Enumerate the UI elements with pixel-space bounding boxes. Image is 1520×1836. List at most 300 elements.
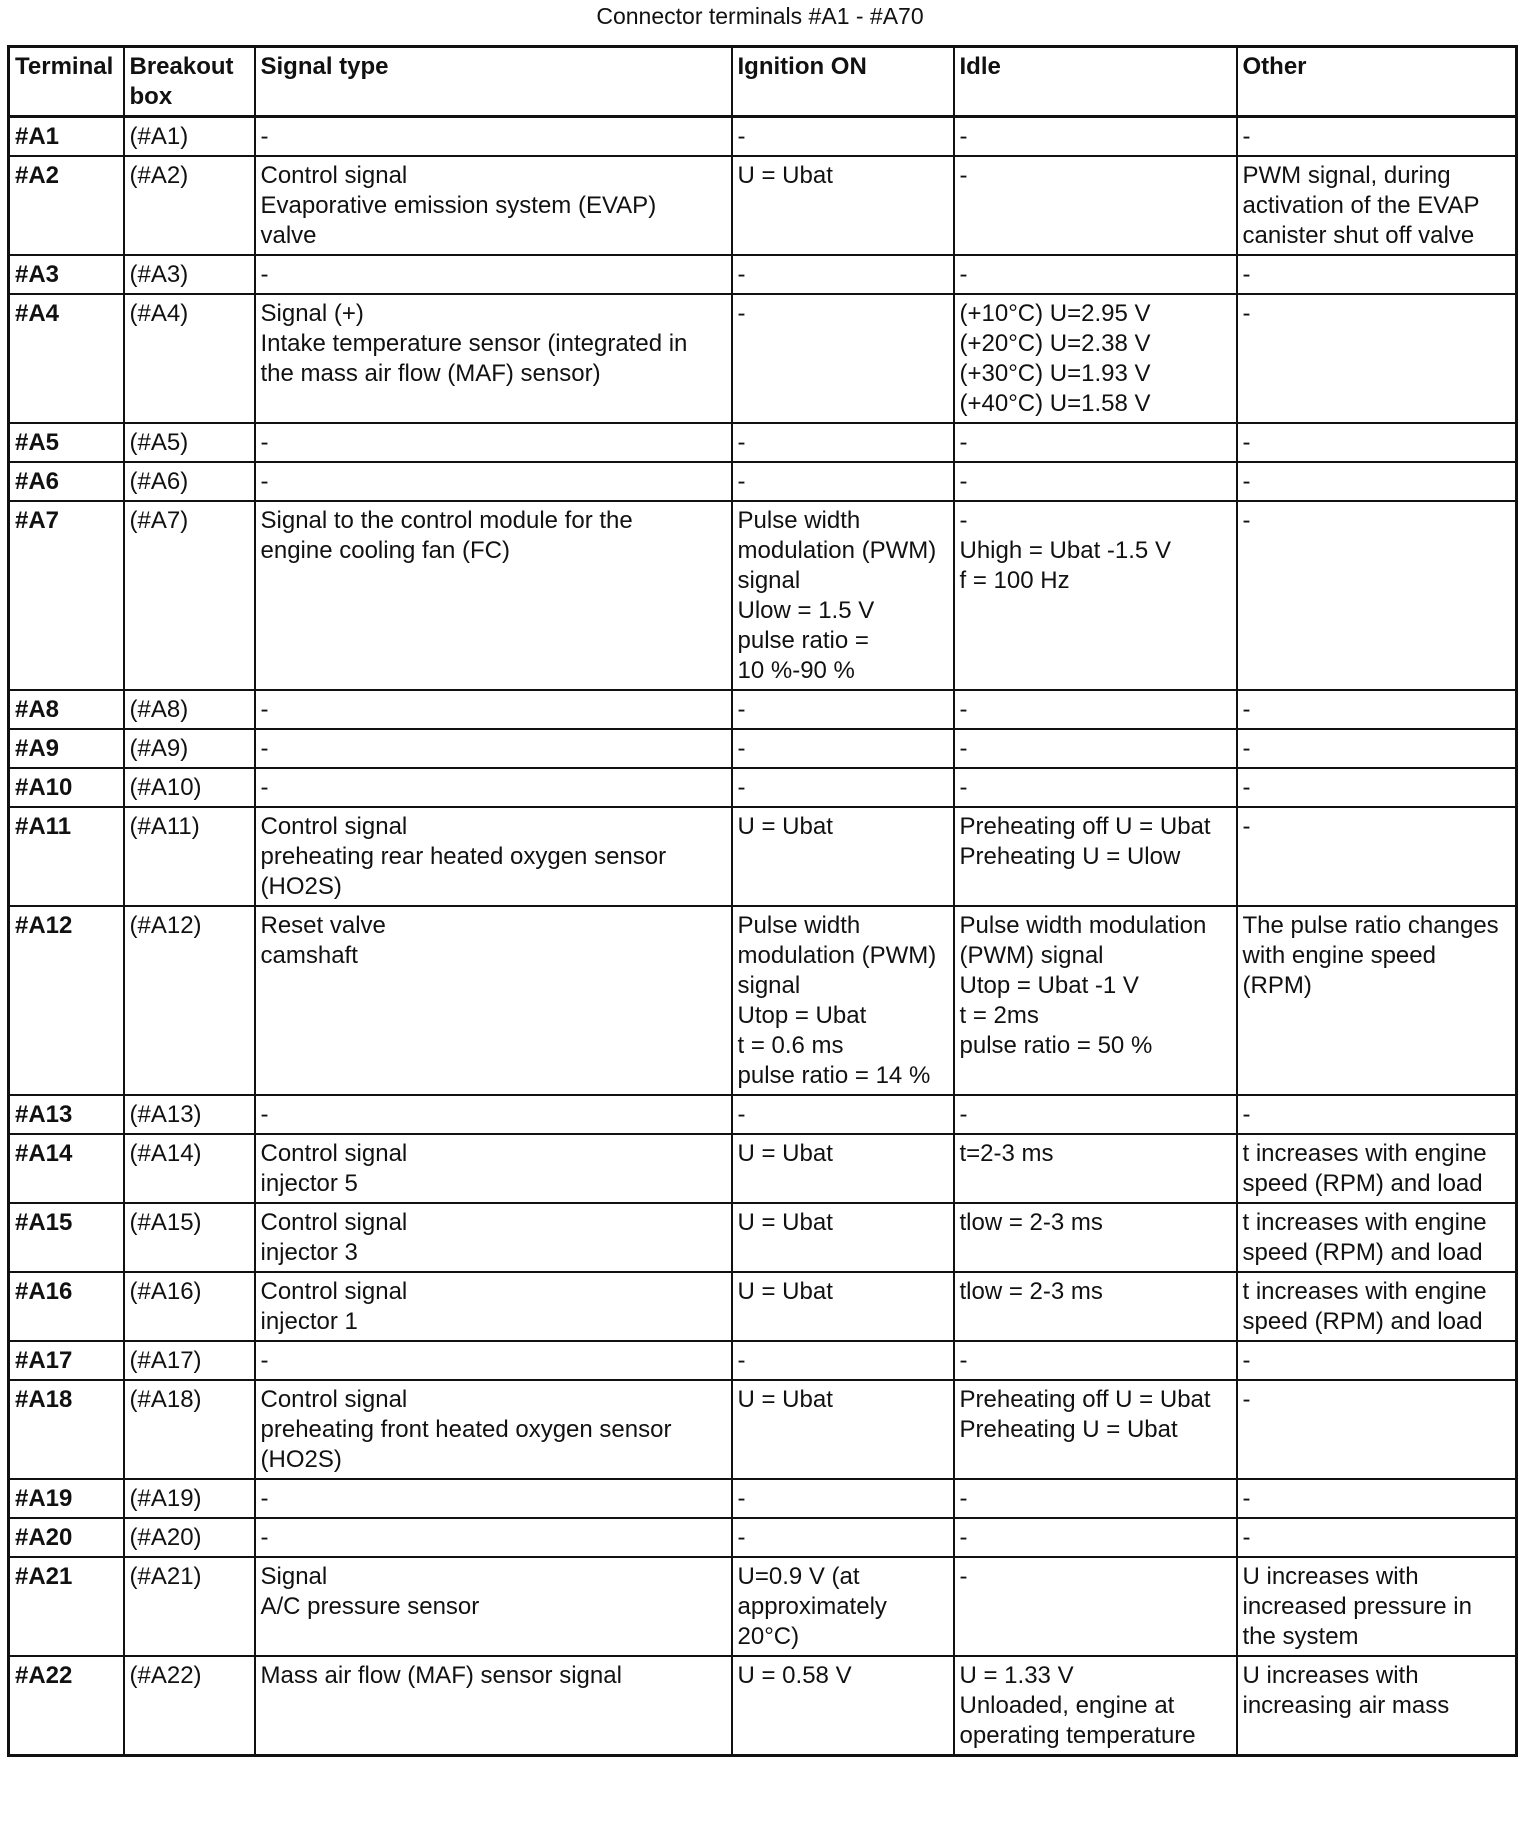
table-row xyxy=(9,690,1517,729)
cell-idle-line: - xyxy=(959,735,968,762)
cell-signal-type-line: the mass air flow (MAF) sensor) xyxy=(260,360,601,387)
cell-other xyxy=(1237,1518,1517,1557)
cell-ignition-on-line: - xyxy=(737,261,746,288)
cell-ignition-on xyxy=(732,906,954,1095)
cell-ignition-on-line: - xyxy=(737,774,746,801)
cell-ignition-on xyxy=(732,501,954,690)
cell-ignition-on xyxy=(732,1095,954,1134)
cell-idle-line: - xyxy=(959,1101,968,1128)
cell-idle xyxy=(954,1095,1237,1134)
cell-signal-type xyxy=(255,807,732,906)
cell-signal-type xyxy=(255,501,732,690)
cell-ignition-on-line: 10 %-90 % xyxy=(737,657,855,684)
cell-other-line: - xyxy=(1242,1386,1251,1413)
cell-terminal: #A8 xyxy=(9,690,124,729)
cell-idle-line: U = 1.33 V xyxy=(959,1662,1074,1689)
cell-signal-type xyxy=(255,1656,732,1756)
column-header-signal-type: Signal type xyxy=(255,47,732,117)
cell-idle xyxy=(954,1656,1237,1756)
cell-idle xyxy=(954,1272,1237,1341)
cell-idle-line: (+30°C) U=1.93 V xyxy=(959,360,1151,387)
table-row xyxy=(9,1518,1517,1557)
cell-idle xyxy=(954,1341,1237,1380)
cell-other xyxy=(1237,906,1517,1095)
table-row xyxy=(9,423,1517,462)
cell-signal-type-line: Signal (+) xyxy=(260,300,364,327)
cell-other xyxy=(1237,1479,1517,1518)
cell-ignition-on-line: Utop = Ubat xyxy=(737,1002,867,1029)
cell-breakout-box: (#A17) xyxy=(124,1341,255,1380)
cell-terminal: #A22 xyxy=(9,1656,124,1756)
table-row xyxy=(9,1095,1517,1134)
cell-ignition-on xyxy=(732,1203,954,1272)
cell-other xyxy=(1237,1095,1517,1134)
cell-other xyxy=(1237,1203,1517,1272)
cell-idle-line: Preheating U = Ulow xyxy=(959,843,1181,870)
cell-signal-type xyxy=(255,1557,732,1656)
cell-idle-line: tlow = 2-3 ms xyxy=(959,1278,1103,1305)
cell-other-line: - xyxy=(1242,300,1251,327)
cell-idle-line: - xyxy=(959,1485,968,1512)
cell-idle xyxy=(954,1134,1237,1203)
cell-signal-type-line: - xyxy=(260,696,269,723)
table-header-row xyxy=(9,47,1517,117)
cell-other-line: - xyxy=(1242,261,1251,288)
cell-idle xyxy=(954,729,1237,768)
cell-ignition-on xyxy=(732,423,954,462)
cell-terminal: #A20 xyxy=(9,1518,124,1557)
cell-breakout-box: (#A20) xyxy=(124,1518,255,1557)
cell-other xyxy=(1237,462,1517,501)
cell-ignition-on xyxy=(732,117,954,157)
cell-signal-type xyxy=(255,1380,732,1479)
cell-other-line: - xyxy=(1242,429,1251,456)
cell-breakout-box: (#A18) xyxy=(124,1380,255,1479)
cell-other-line: - xyxy=(1242,1101,1251,1128)
cell-ignition-on-line: - xyxy=(737,300,746,327)
cell-signal-type-line: (HO2S) xyxy=(260,1446,342,1473)
cell-idle-line: - xyxy=(959,1347,968,1374)
cell-ignition-on-line: - xyxy=(737,735,746,762)
cell-breakout-box: (#A15) xyxy=(124,1203,255,1272)
cell-other xyxy=(1237,423,1517,462)
cell-ignition-on-line: pulse ratio = xyxy=(737,627,869,654)
cell-idle xyxy=(954,117,1237,157)
cell-idle-line: - xyxy=(959,774,968,801)
cell-ignition-on xyxy=(732,1656,954,1756)
cell-ignition-on-line: U = Ubat xyxy=(737,1209,833,1236)
cell-idle xyxy=(954,462,1237,501)
cell-ignition-on-line: U = Ubat xyxy=(737,1140,833,1167)
cell-idle xyxy=(954,1380,1237,1479)
cell-signal-type-line: - xyxy=(260,261,269,288)
cell-other-line: speed (RPM) and load xyxy=(1242,1170,1483,1197)
table-row xyxy=(9,1134,1517,1203)
cell-other-line: (RPM) xyxy=(1242,972,1312,999)
cell-ignition-on xyxy=(732,1341,954,1380)
cell-signal-type-line: injector 3 xyxy=(260,1239,358,1266)
cell-idle xyxy=(954,423,1237,462)
cell-ignition-on xyxy=(732,1380,954,1479)
cell-idle-line: - xyxy=(959,1563,968,1590)
cell-idle-line: Pulse width modulation xyxy=(959,912,1207,939)
cell-other xyxy=(1237,1656,1517,1756)
cell-other-line: - xyxy=(1242,813,1251,840)
page-title: Connector terminals #A1 - #A70 xyxy=(596,3,924,29)
table-row xyxy=(9,117,1517,157)
cell-idle-line: Utop = Ubat -1 V xyxy=(959,972,1139,999)
cell-breakout-box: (#A4) xyxy=(124,294,255,423)
cell-terminal: #A16 xyxy=(9,1272,124,1341)
cell-other xyxy=(1237,768,1517,807)
cell-other-line: The pulse ratio changes xyxy=(1242,912,1499,939)
cell-signal-type xyxy=(255,1134,732,1203)
cell-signal-type-line: - xyxy=(260,1485,269,1512)
cell-signal-type xyxy=(255,1272,732,1341)
cell-ignition-on-line: - xyxy=(737,429,746,456)
cell-terminal: #A15 xyxy=(9,1203,124,1272)
cell-other-line: canister shut off valve xyxy=(1242,222,1475,249)
cell-idle xyxy=(954,255,1237,294)
cell-signal-type-line: A/C pressure sensor xyxy=(260,1593,480,1620)
table-row xyxy=(9,906,1517,1095)
cell-signal-type-line: - xyxy=(260,774,269,801)
cell-ignition-on-line: - xyxy=(737,696,746,723)
cell-ignition-on xyxy=(732,1557,954,1656)
cell-other-line: activation of the EVAP xyxy=(1242,192,1480,219)
cell-ignition-on-line: - xyxy=(737,1524,746,1551)
cell-breakout-box: (#A12) xyxy=(124,906,255,1095)
cell-ignition-on-line: - xyxy=(737,123,746,150)
cell-idle-line: - xyxy=(959,507,968,534)
cell-other xyxy=(1237,117,1517,157)
cell-signal-type-line: (HO2S) xyxy=(260,873,342,900)
cell-idle xyxy=(954,1518,1237,1557)
cell-other-line: increasing air mass xyxy=(1242,1692,1450,1719)
cell-idle-line: (+10°C) U=2.95 V xyxy=(959,300,1151,327)
cell-breakout-box: (#A16) xyxy=(124,1272,255,1341)
cell-other xyxy=(1237,1134,1517,1203)
cell-ignition-on xyxy=(732,1134,954,1203)
cell-idle-line: (+20°C) U=2.38 V xyxy=(959,330,1151,357)
cell-ignition-on xyxy=(732,1518,954,1557)
cell-idle-line: - xyxy=(959,261,968,288)
cell-ignition-on xyxy=(732,1272,954,1341)
cell-signal-type-line: Control signal xyxy=(260,1140,408,1167)
cell-idle-line: - xyxy=(959,429,968,456)
cell-breakout-box: (#A11) xyxy=(124,807,255,906)
cell-ignition-on-line: U = 0.58 V xyxy=(737,1662,852,1689)
cell-idle-line: pulse ratio = 50 % xyxy=(959,1032,1153,1059)
cell-signal-type-line: Signal to the control module for the xyxy=(260,507,633,534)
cell-signal-type xyxy=(255,294,732,423)
cell-other-line: - xyxy=(1242,1524,1251,1551)
cell-terminal: #A3 xyxy=(9,255,124,294)
cell-ignition-on xyxy=(732,462,954,501)
cell-other xyxy=(1237,294,1517,423)
cell-terminal: #A11 xyxy=(9,807,124,906)
cell-other xyxy=(1237,1272,1517,1341)
cell-signal-type xyxy=(255,1518,732,1557)
cell-breakout-box: (#A21) xyxy=(124,1557,255,1656)
cell-ignition-on-line: Pulse width xyxy=(737,912,861,939)
cell-signal-type-line: Evaporative emission system (EVAP) xyxy=(260,192,657,219)
cell-ignition-on xyxy=(732,768,954,807)
cell-idle-line: Uhigh = Ubat -1.5 V xyxy=(959,537,1171,564)
cell-idle-line: - xyxy=(959,162,968,189)
cell-ignition-on-line: U = Ubat xyxy=(737,162,833,189)
cell-other-line: - xyxy=(1242,1485,1251,1512)
cell-ignition-on xyxy=(732,294,954,423)
cell-other xyxy=(1237,1341,1517,1380)
cell-terminal: #A5 xyxy=(9,423,124,462)
cell-breakout-box: (#A10) xyxy=(124,768,255,807)
cell-other-line: - xyxy=(1242,774,1251,801)
column-header-breakout-box: Breakout box xyxy=(124,47,255,117)
cell-ignition-on-line: Pulse width xyxy=(737,507,861,534)
cell-signal-type xyxy=(255,768,732,807)
cell-ignition-on xyxy=(732,1479,954,1518)
cell-idle-line: - xyxy=(959,123,968,150)
cell-ignition-on-line: modulation (PWM) xyxy=(737,942,937,969)
cell-breakout-box: (#A8) xyxy=(124,690,255,729)
cell-idle-line: (PWM) signal xyxy=(959,942,1104,969)
cell-signal-type xyxy=(255,1095,732,1134)
cell-signal-type-line: - xyxy=(260,468,269,495)
cell-terminal: #A9 xyxy=(9,729,124,768)
cell-signal-type-line: Control signal xyxy=(260,162,408,189)
table-row xyxy=(9,1557,1517,1656)
cell-other-line: with engine speed xyxy=(1242,942,1436,969)
cell-terminal: #A6 xyxy=(9,462,124,501)
cell-idle xyxy=(954,1479,1237,1518)
cell-terminal: #A21 xyxy=(9,1557,124,1656)
table-row xyxy=(9,768,1517,807)
cell-signal-type-line: preheating rear heated oxygen sensor xyxy=(260,843,667,870)
cell-signal-type-line: Mass air flow (MAF) sensor signal xyxy=(260,1662,622,1689)
cell-signal-type-line: injector 1 xyxy=(260,1308,358,1335)
cell-signal-type-line: Signal xyxy=(260,1563,328,1590)
cell-other-line: speed (RPM) and load xyxy=(1242,1239,1483,1266)
cell-signal-type-line: Control signal xyxy=(260,1386,408,1413)
cell-other xyxy=(1237,255,1517,294)
table-row xyxy=(9,255,1517,294)
cell-signal-type-line: Control signal xyxy=(260,813,408,840)
cell-idle-line: - xyxy=(959,696,968,723)
cell-ignition-on xyxy=(732,690,954,729)
table-row xyxy=(9,1341,1517,1380)
cell-idle xyxy=(954,501,1237,690)
cell-signal-type xyxy=(255,117,732,157)
cell-signal-type-line: - xyxy=(260,1347,269,1374)
cell-signal-type-line: Reset valve xyxy=(260,912,386,939)
cell-breakout-box: (#A19) xyxy=(124,1479,255,1518)
cell-idle-line: - xyxy=(959,1524,968,1551)
cell-signal-type-line: - xyxy=(260,1101,269,1128)
table-row xyxy=(9,1272,1517,1341)
cell-signal-type xyxy=(255,690,732,729)
cell-signal-type xyxy=(255,462,732,501)
cell-idle xyxy=(954,906,1237,1095)
cell-other-line: - xyxy=(1242,123,1251,150)
cell-signal-type-line: camshaft xyxy=(260,942,358,969)
cell-terminal: #A10 xyxy=(9,768,124,807)
cell-idle xyxy=(954,690,1237,729)
cell-other-line: - xyxy=(1242,1347,1251,1374)
cell-other-line: U increases with xyxy=(1242,1563,1419,1590)
cell-breakout-box: (#A5) xyxy=(124,423,255,462)
cell-terminal: #A18 xyxy=(9,1380,124,1479)
cell-signal-type-line: preheating front heated oxygen sensor xyxy=(260,1416,672,1443)
cell-signal-type-line: valve xyxy=(260,222,317,249)
cell-idle-line: operating temperature xyxy=(959,1722,1196,1749)
cell-signal-type xyxy=(255,156,732,255)
cell-idle xyxy=(954,807,1237,906)
table-row xyxy=(9,156,1517,255)
cell-signal-type xyxy=(255,1479,732,1518)
cell-ignition-on-line: U=0.9 V (at xyxy=(737,1563,860,1590)
cell-idle-line: t = 2ms xyxy=(959,1002,1039,1029)
cell-idle xyxy=(954,1557,1237,1656)
cell-signal-type-line: engine cooling fan (FC) xyxy=(260,537,510,564)
cell-ignition-on-line: approximately xyxy=(737,1593,887,1620)
cell-idle-line: Preheating off U = Ubat xyxy=(959,1386,1211,1413)
cell-ignition-on-line: - xyxy=(737,1485,746,1512)
cell-ignition-on-line: U = Ubat xyxy=(737,813,833,840)
table-row xyxy=(9,294,1517,423)
cell-other xyxy=(1237,807,1517,906)
table-row xyxy=(9,729,1517,768)
cell-other xyxy=(1237,156,1517,255)
cell-terminal: #A13 xyxy=(9,1095,124,1134)
cell-other xyxy=(1237,690,1517,729)
cell-ignition-on-line: - xyxy=(737,1101,746,1128)
cell-terminal: #A4 xyxy=(9,294,124,423)
cell-other-line: - xyxy=(1242,468,1251,495)
cell-ignition-on xyxy=(732,156,954,255)
cell-other-line: U increases with xyxy=(1242,1662,1419,1689)
cell-other xyxy=(1237,1380,1517,1479)
cell-signal-type-line: Control signal xyxy=(260,1209,408,1236)
table-row xyxy=(9,1203,1517,1272)
cell-other-line: speed (RPM) and load xyxy=(1242,1308,1483,1335)
cell-terminal: #A17 xyxy=(9,1341,124,1380)
cell-ignition-on-line: signal xyxy=(737,567,801,594)
cell-breakout-box: (#A22) xyxy=(124,1656,255,1756)
cell-ignition-on-line: 20°C) xyxy=(737,1623,800,1650)
cell-ignition-on-line: t = 0.6 ms xyxy=(737,1032,844,1059)
cell-idle-line: tlow = 2-3 ms xyxy=(959,1209,1103,1236)
cell-signal-type xyxy=(255,1203,732,1272)
cell-signal-type-line: injector 5 xyxy=(260,1170,358,1197)
cell-ignition-on-line: signal xyxy=(737,972,801,999)
column-header-idle: Idle xyxy=(954,47,1237,117)
table-row xyxy=(9,1380,1517,1479)
cell-idle-line: Unloaded, engine at xyxy=(959,1692,1175,1719)
cell-idle-line: (+40°C) U=1.58 V xyxy=(959,390,1151,417)
cell-breakout-box: (#A2) xyxy=(124,156,255,255)
cell-ignition-on-line: - xyxy=(737,1347,746,1374)
cell-other-line: t increases with engine xyxy=(1242,1209,1487,1236)
table-row xyxy=(9,1656,1517,1756)
cell-breakout-box: (#A1) xyxy=(124,117,255,157)
cell-other-line: t increases with engine xyxy=(1242,1278,1487,1305)
cell-other xyxy=(1237,729,1517,768)
cell-idle-line: Preheating U = Ubat xyxy=(959,1416,1178,1443)
cell-ignition-on-line: pulse ratio = 14 % xyxy=(737,1062,931,1089)
cell-other-line: t increases with engine xyxy=(1242,1140,1487,1167)
cell-breakout-box: (#A13) xyxy=(124,1095,255,1134)
cell-breakout-box: (#A3) xyxy=(124,255,255,294)
cell-terminal: #A12 xyxy=(9,906,124,1095)
table-row xyxy=(9,807,1517,906)
connector-terminals-table xyxy=(7,45,1518,1757)
cell-signal-type xyxy=(255,906,732,1095)
cell-ignition-on xyxy=(732,729,954,768)
cell-terminal: #A14 xyxy=(9,1134,124,1203)
cell-signal-type-line: Control signal xyxy=(260,1278,408,1305)
cell-ignition-on xyxy=(732,807,954,906)
cell-breakout-box: (#A6) xyxy=(124,462,255,501)
column-header-other: Other xyxy=(1237,47,1517,117)
cell-ignition-on-line: Ulow = 1.5 V xyxy=(737,597,875,624)
cell-other xyxy=(1237,1557,1517,1656)
cell-signal-type xyxy=(255,729,732,768)
cell-other-line: - xyxy=(1242,735,1251,762)
cell-breakout-box: (#A9) xyxy=(124,729,255,768)
cell-idle-line: - xyxy=(959,468,968,495)
cell-idle xyxy=(954,768,1237,807)
cell-signal-type-line: - xyxy=(260,1524,269,1551)
cell-terminal: #A7 xyxy=(9,501,124,690)
cell-other xyxy=(1237,501,1517,690)
cell-terminal: #A1 xyxy=(9,117,124,157)
cell-signal-type-line: Intake temperature sensor (integrated in xyxy=(260,330,688,357)
column-header-ignition-on: Ignition ON xyxy=(732,47,954,117)
table-row xyxy=(9,1479,1517,1518)
cell-signal-type xyxy=(255,423,732,462)
cell-signal-type xyxy=(255,1341,732,1380)
cell-idle xyxy=(954,156,1237,255)
cell-idle-line: Preheating off U = Ubat xyxy=(959,813,1211,840)
column-header-terminal: Terminal xyxy=(9,47,124,117)
cell-ignition-on-line: U = Ubat xyxy=(737,1278,833,1305)
cell-other-line: - xyxy=(1242,507,1251,534)
cell-signal-type xyxy=(255,255,732,294)
cell-breakout-box: (#A14) xyxy=(124,1134,255,1203)
cell-terminal: #A2 xyxy=(9,156,124,255)
cell-signal-type-line: - xyxy=(260,735,269,762)
cell-idle xyxy=(954,294,1237,423)
cell-other-line: PWM signal, during xyxy=(1242,162,1451,189)
cell-signal-type-line: - xyxy=(260,429,269,456)
cell-other-line: increased pressure in xyxy=(1242,1593,1472,1620)
cell-idle xyxy=(954,1203,1237,1272)
cell-ignition-on-line: - xyxy=(737,468,746,495)
table-row xyxy=(9,462,1517,501)
cell-idle-line: f = 100 Hz xyxy=(959,567,1070,594)
cell-ignition-on-line: U = Ubat xyxy=(737,1386,833,1413)
cell-signal-type-line: - xyxy=(260,123,269,150)
cell-idle-line: t=2-3 ms xyxy=(959,1140,1054,1167)
table-row xyxy=(9,501,1517,690)
cell-other-line: the system xyxy=(1242,1623,1359,1650)
table-body xyxy=(9,117,1517,1756)
cell-other-line: - xyxy=(1242,696,1251,723)
cell-breakout-box: (#A7) xyxy=(124,501,255,690)
cell-terminal: #A19 xyxy=(9,1479,124,1518)
cell-ignition-on xyxy=(732,255,954,294)
